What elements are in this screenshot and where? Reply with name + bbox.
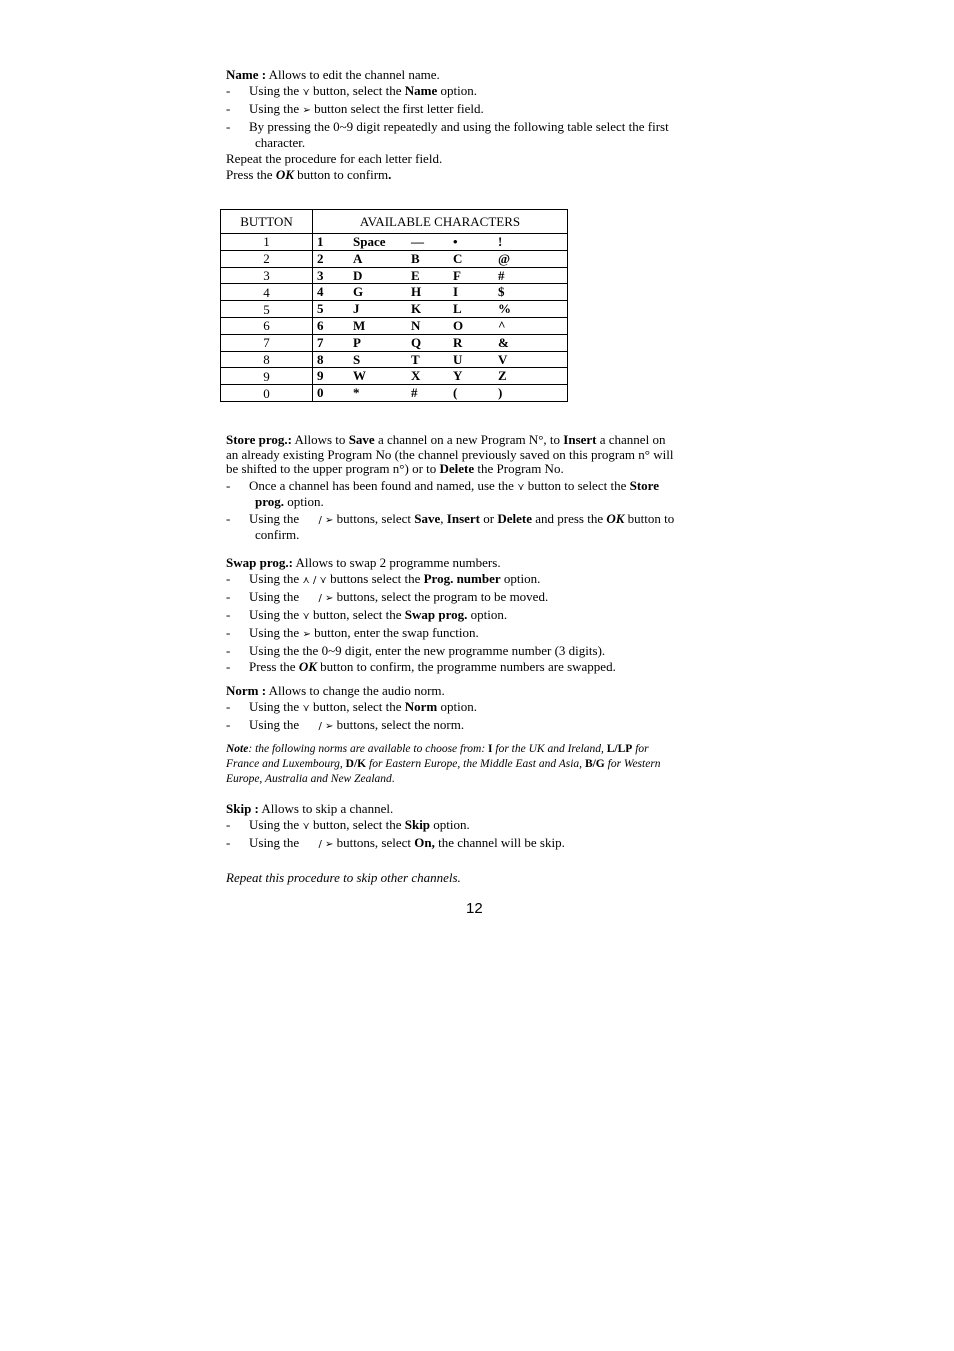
norm-i: I (488, 743, 493, 755)
list-item (226, 101, 726, 119)
prog-label: prog. (255, 494, 285, 509)
save-label: Save (414, 510, 441, 526)
character: Q (411, 334, 422, 350)
norm-dk: D/K (345, 758, 367, 770)
norm-section (226, 683, 726, 787)
text: and press the (531, 510, 607, 526)
text: a channel on (596, 432, 666, 447)
note-label: Note (226, 743, 249, 755)
characters-cell (313, 368, 568, 385)
text: Using the (249, 571, 303, 586)
table-row (221, 234, 568, 251)
character: R (453, 334, 463, 350)
text: for the UK and Ireland, (492, 743, 607, 755)
text: option. (430, 817, 470, 832)
character: 8 (317, 351, 324, 367)
text: button, enter the swap function. (310, 625, 479, 640)
character: W (353, 368, 366, 384)
table-row (221, 267, 568, 284)
repeat-text: Repeat the procedure for each letter field. (226, 151, 443, 166)
prog-number-label: Prog. number (423, 571, 501, 586)
right-arrow-icon: ➢ (302, 105, 311, 116)
character: G (353, 284, 364, 300)
character: & (498, 334, 509, 350)
right-arrow-icon: / ➢ (318, 593, 334, 604)
character: X (411, 368, 421, 384)
text: option. (284, 494, 324, 509)
character: 3 (317, 267, 324, 283)
character: # (411, 385, 418, 401)
character: I (453, 284, 459, 300)
up-down-arrow-icon: ⋏ / ⋎ (302, 575, 327, 586)
ok-label: OK (298, 659, 317, 674)
text: the channel will be skip. (434, 835, 565, 850)
header-button: BUTTON (221, 210, 313, 234)
text: button, select the (309, 699, 405, 714)
list-item (226, 479, 726, 510)
text: Using the (249, 835, 303, 850)
table-row (221, 250, 568, 267)
text: option. (437, 699, 477, 714)
character: T (411, 351, 420, 367)
text: Allows to (291, 432, 349, 447)
characters-cell (313, 301, 568, 318)
table-header-row (221, 210, 568, 234)
text: buttons select the (326, 571, 424, 586)
right-arrow-icon: / ➢ (318, 721, 334, 732)
text: Using the (249, 101, 303, 116)
character: E (411, 267, 420, 283)
insert-label: Insert (563, 432, 597, 447)
norm-label: Norm (404, 699, 438, 714)
text: , (440, 510, 447, 526)
list-item (226, 589, 726, 607)
text: . (388, 167, 392, 182)
text: button, select the (309, 607, 405, 622)
characters-cell (313, 267, 568, 284)
character: D (353, 267, 363, 283)
store-heading: Store prog.: (226, 432, 292, 447)
characters-cell (313, 351, 568, 368)
page-number: 12 (466, 900, 483, 917)
character: F (453, 267, 461, 283)
on-label: On, (414, 835, 435, 850)
store-section (226, 433, 726, 543)
text: Press the (226, 167, 276, 182)
bullet-dash: - (226, 83, 231, 98)
character: M (353, 317, 366, 333)
ok-label: OK (606, 510, 625, 526)
text: buttons, select (333, 510, 415, 526)
name-option-label: Name (404, 83, 438, 98)
bullet-dash: - (226, 625, 231, 640)
character: ^ (498, 317, 506, 333)
text: option. (467, 607, 508, 622)
bullet-dash: - (226, 643, 231, 658)
characters-cell (313, 284, 568, 301)
norm-llp: L/LP (606, 743, 633, 755)
text: option. (500, 571, 541, 586)
table-row (221, 301, 568, 318)
text: Using the (249, 589, 303, 604)
header-available-characters: AVAILABLE CHARACTERS (313, 210, 568, 234)
text: Using the (249, 510, 303, 526)
right-arrow-icon: ➢ (302, 629, 311, 640)
name-intro: Allows to edit the channel name. (266, 67, 440, 82)
bullet-dash: - (226, 101, 231, 116)
characters-cell (313, 334, 568, 351)
list-item (226, 625, 726, 643)
character: B (411, 250, 420, 266)
bullet-dash: - (226, 510, 231, 526)
character: 7 (317, 334, 324, 350)
store-label: Store (629, 477, 659, 493)
insert-label: Insert (446, 510, 480, 526)
swap-section (226, 555, 726, 675)
characters-cell (313, 234, 568, 251)
list-item (226, 659, 726, 675)
character: Space (353, 234, 386, 249)
button-cell: 1 (221, 234, 313, 251)
text: for (632, 743, 649, 755)
character: # (498, 267, 505, 283)
text: button to select the (524, 477, 630, 493)
text: an already existing Program No (the channel previously saved on this program n° will (226, 446, 674, 462)
text: button select the first letter field. (310, 101, 484, 116)
character: ) (498, 385, 503, 401)
delete-label: Delete (439, 461, 475, 476)
button-cell: 7 (221, 334, 313, 351)
bullet-dash: - (226, 589, 231, 604)
character: — (411, 234, 424, 249)
text: a channel on a new Program N°, to (374, 432, 564, 447)
table-row (221, 284, 568, 301)
bullet-dash: - (226, 571, 231, 586)
character: 5 (317, 301, 324, 317)
down-arrow-icon: ⋎ (302, 703, 310, 714)
character: S (353, 351, 361, 367)
text: Using the the 0~9 digit, enter the new programme number (3 digits). (249, 643, 606, 658)
table-row (221, 351, 568, 368)
text: button to (624, 510, 675, 526)
swap-prog-label: Swap prog. (404, 607, 468, 622)
bullet-dash: - (226, 717, 231, 732)
down-arrow-icon: ⋎ (302, 611, 310, 622)
confirm-text (226, 167, 726, 183)
text: option. (437, 83, 477, 98)
bullet-dash: - (226, 835, 231, 850)
skip-label: Skip (404, 817, 431, 832)
button-cell: 3 (221, 267, 313, 284)
button-cell: 0 (221, 385, 313, 402)
name-heading: Name : (226, 67, 267, 82)
button-cell: 6 (221, 317, 313, 334)
text: buttons, select the norm. (333, 717, 465, 732)
character: H (411, 284, 422, 300)
text: By pressing the 0~9 digit repeatedly and using the following table select the first (249, 119, 669, 134)
button-cell: 5 (221, 301, 313, 318)
character: $ (498, 284, 505, 300)
text: buttons, select (333, 835, 415, 850)
text: confirm. (255, 527, 300, 542)
bullet-dash: - (226, 477, 231, 493)
character: Y (453, 368, 463, 384)
text: or (480, 510, 498, 526)
skip-section (226, 801, 726, 886)
save-label: Save (348, 432, 375, 447)
text: for Eastern Europe, the Middle East and Asia, (366, 758, 585, 770)
name-section (226, 67, 726, 183)
character: P (353, 334, 361, 350)
character: @ (498, 250, 511, 266)
character: A (353, 250, 363, 266)
button-cell: 9 (221, 368, 313, 385)
character: 6 (317, 317, 324, 333)
list-item (226, 571, 726, 589)
list-item (226, 817, 726, 835)
table-row (221, 334, 568, 351)
norm-heading: Norm : (226, 683, 267, 698)
characters-cell (313, 317, 568, 334)
delete-label: Delete (497, 510, 532, 526)
text: for Western (604, 758, 661, 770)
characters-cell (313, 385, 568, 402)
list-item (226, 512, 726, 543)
list-item (226, 607, 726, 625)
button-cell: 8 (221, 351, 313, 368)
text: character. (255, 135, 306, 150)
character: J (353, 301, 360, 317)
text: Using the (249, 607, 303, 622)
text: button, select the (309, 83, 405, 98)
list-item (226, 835, 726, 853)
bullet-dash: - (226, 659, 231, 674)
text: . (391, 773, 395, 785)
character: 1 (317, 234, 324, 249)
text: Using the (249, 625, 303, 640)
text: button to confirm (293, 167, 389, 182)
bullet-dash: - (226, 607, 231, 622)
text: Allows to swap 2 programme numbers. (292, 555, 501, 570)
skip-repeat-text: Repeat this procedure to skip other channels. (226, 870, 461, 885)
norm-bg: B/G (584, 758, 605, 770)
text: the Program No. (474, 461, 564, 476)
character: C (453, 250, 463, 266)
list-item (226, 119, 726, 151)
character: L (453, 301, 462, 317)
text: Allows to change the audio norm. (266, 683, 445, 698)
list-item (226, 699, 726, 717)
norm-note (226, 742, 726, 787)
character: % (498, 301, 511, 317)
character: * (353, 385, 360, 401)
text: Once a channel has been found and named, use the (249, 477, 518, 493)
character: 4 (317, 284, 324, 300)
swap-heading: Swap prog.: (226, 555, 293, 570)
down-arrow-icon: ⋎ (302, 821, 310, 832)
text: button, select the (309, 817, 405, 832)
button-cell: 4 (221, 284, 313, 301)
character: N (411, 317, 421, 333)
right-arrow-icon: / ➢ (318, 514, 334, 526)
text: Using the (249, 817, 303, 832)
skip-heading: Skip : (226, 801, 259, 816)
right-arrow-icon: / ➢ (318, 839, 334, 850)
character: Z (498, 368, 507, 384)
table-row (221, 368, 568, 385)
list-item (226, 643, 726, 659)
character: ! (498, 234, 503, 249)
table-row (221, 385, 568, 402)
character: 0 (317, 385, 324, 401)
bullet-dash: - (226, 817, 231, 832)
characters-cell (313, 250, 568, 267)
text: Using the (249, 699, 303, 714)
text: button to confirm, the programme numbers are swapped. (316, 659, 616, 674)
character: ( (453, 385, 458, 401)
character: K (411, 301, 422, 317)
character-table (220, 209, 568, 402)
text: France and Luxembourg, (226, 758, 346, 770)
text: : the following norms are available to choose from: (248, 743, 489, 755)
list-item (226, 717, 726, 735)
list-item (226, 83, 726, 101)
text: Allows to skip a channel. (258, 801, 394, 816)
down-arrow-icon: ⋎ (302, 87, 310, 98)
bullet-dash: - (226, 119, 231, 134)
button-cell: 2 (221, 250, 313, 267)
bullet-dash: - (226, 699, 231, 714)
ok-label: OK (275, 167, 294, 182)
text: Using the (249, 83, 303, 98)
character: V (498, 351, 508, 367)
text: Using the (249, 717, 303, 732)
character: 9 (317, 368, 324, 384)
down-arrow-icon: ⋎ (517, 481, 525, 493)
character: O (453, 317, 464, 333)
text: Europe, Australia and New Zealand (226, 773, 392, 785)
character: U (453, 351, 463, 367)
text: Press the (249, 659, 299, 674)
character: 2 (317, 250, 324, 266)
table-row (221, 317, 568, 334)
text: buttons, select the program to be moved. (333, 589, 549, 604)
character: • (453, 234, 458, 249)
text: be shifted to the upper program n°) or to (226, 461, 440, 476)
